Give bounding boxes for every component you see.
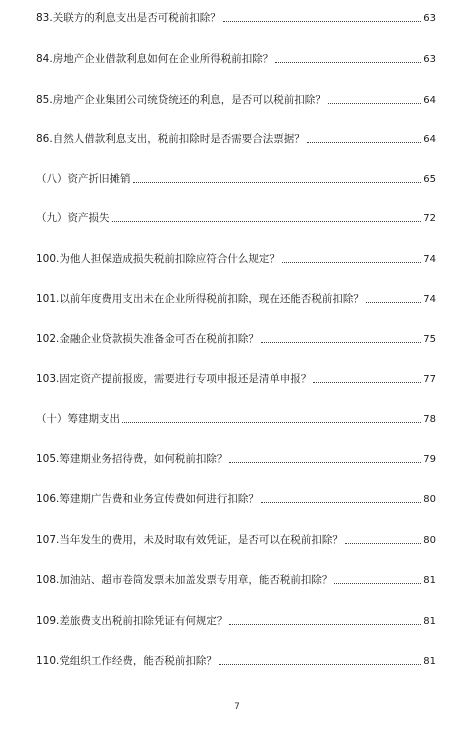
toc-entry-109[interactable] bbox=[36, 613, 436, 629]
toc-entry-84[interactable] bbox=[36, 51, 436, 67]
toc-dot-leader bbox=[223, 21, 422, 22]
toc-entry-83[interactable] bbox=[36, 10, 436, 26]
toc-dot-leader bbox=[133, 182, 422, 183]
toc-dot-leader bbox=[229, 462, 421, 463]
toc-dot-leader bbox=[345, 543, 421, 544]
toc-entry-page: 63 bbox=[423, 13, 436, 24]
toc-dot-leader bbox=[313, 382, 421, 383]
toc-entry-102[interactable] bbox=[36, 331, 436, 347]
toc-entry-page: 81 bbox=[423, 656, 436, 667]
toc-entry-title: （八）资产折旧摊销 bbox=[36, 173, 131, 185]
toc-entry-page: 64 bbox=[423, 134, 436, 145]
toc-entry-110[interactable] bbox=[36, 653, 436, 669]
toc-entry-title: 84.房地产企业借款利息如何在企业所得税前扣除？ bbox=[36, 53, 274, 65]
toc-entry-title: 103.固定资产提前报废，需要进行专项申报还是清单申报？ bbox=[36, 373, 312, 385]
toc-dot-leader bbox=[261, 502, 421, 503]
toc-dot-leader bbox=[275, 62, 421, 63]
toc-entry-title: （十）筹建期支出 bbox=[36, 413, 120, 425]
toc-entry-title: 106.筹建期广告费和业务宣传费如何进行扣除？ bbox=[36, 493, 259, 505]
toc-entry-86[interactable] bbox=[36, 131, 436, 147]
toc-entry-title: 101.以前年度费用支出未在企业所得税前扣除，现在还能否税前扣除？ bbox=[36, 293, 364, 305]
toc-entry-title: 105.筹建期业务招待费，如何税前扣除？ bbox=[36, 453, 228, 465]
toc-entry-title: 107.当年发生的费用，未及时取有效凭证，是否可以在税前扣除？ bbox=[36, 534, 343, 546]
toc-entry-page: 75 bbox=[423, 334, 436, 345]
toc-entry-105[interactable] bbox=[36, 451, 436, 467]
toc-entry-100[interactable] bbox=[36, 251, 436, 267]
toc-entry-section-9[interactable] bbox=[36, 210, 436, 226]
toc-dot-leader bbox=[219, 664, 421, 665]
toc-entry-title: 109.差旅费支出税前扣除凭证有何规定？ bbox=[36, 615, 228, 627]
toc-entry-title: 86.自然人借款利息支出，税前扣除时是否需要合法票据？ bbox=[36, 133, 305, 145]
toc-entry-page: 65 bbox=[423, 174, 436, 185]
toc-entry-section-8[interactable] bbox=[36, 171, 436, 187]
toc-entry-103[interactable] bbox=[36, 371, 436, 387]
toc-dot-leader bbox=[122, 422, 421, 423]
toc-entry-title: （九）资产损失 bbox=[36, 212, 110, 224]
toc-entry-108[interactable] bbox=[36, 572, 436, 588]
toc-entry-page: 81 bbox=[423, 575, 436, 586]
page-number: 7 bbox=[234, 702, 240, 712]
toc-entry-page: 80 bbox=[423, 535, 436, 546]
toc-dot-leader bbox=[334, 583, 421, 584]
toc-entry-page: 81 bbox=[423, 616, 436, 627]
toc-entry-page: 77 bbox=[423, 374, 436, 385]
toc-entry-title: 100.为他人担保造成损失税前扣除应符合什么规定？ bbox=[36, 253, 280, 265]
toc-entry-title: 85.房地产企业集团公司统贷统还的利息，是否可以税前扣除？ bbox=[36, 94, 326, 106]
toc-entry-title: 102.金融企业贷款损失准备金可否在税前扣除？ bbox=[36, 333, 259, 345]
toc-entry-section-10[interactable] bbox=[36, 411, 436, 427]
toc-entry-page: 80 bbox=[423, 494, 436, 505]
toc-entry-title: 110.党组织工作经费，能否税前扣除？ bbox=[36, 655, 217, 667]
toc-dot-leader bbox=[307, 142, 422, 143]
toc-entry-85[interactable] bbox=[36, 92, 436, 108]
toc-entry-title: 108.加油站、超市卷筒发票未加盖发票专用章，能否税前扣除？ bbox=[36, 574, 333, 586]
toc-dot-leader bbox=[366, 302, 421, 303]
toc-entry-101[interactable] bbox=[36, 291, 436, 307]
toc-entry-page: 74 bbox=[423, 294, 436, 305]
toc-entry-title: 83.关联方的利息支出是否可税前扣除？ bbox=[36, 12, 221, 24]
toc-dot-leader bbox=[328, 103, 422, 104]
toc-entry-page: 63 bbox=[423, 54, 436, 65]
toc-entry-page: 64 bbox=[423, 95, 436, 106]
toc-dot-leader bbox=[229, 624, 421, 625]
toc-entry-page: 74 bbox=[423, 254, 436, 265]
toc-dot-leader bbox=[261, 342, 421, 343]
toc-entry-107[interactable] bbox=[36, 532, 436, 548]
toc-dot-leader bbox=[282, 262, 421, 263]
toc-entry-106[interactable] bbox=[36, 491, 436, 507]
toc-entry-page: 78 bbox=[423, 414, 436, 425]
toc-entry-page: 79 bbox=[423, 454, 436, 465]
toc-entry-page: 72 bbox=[423, 213, 436, 224]
toc-dot-leader bbox=[112, 221, 422, 222]
